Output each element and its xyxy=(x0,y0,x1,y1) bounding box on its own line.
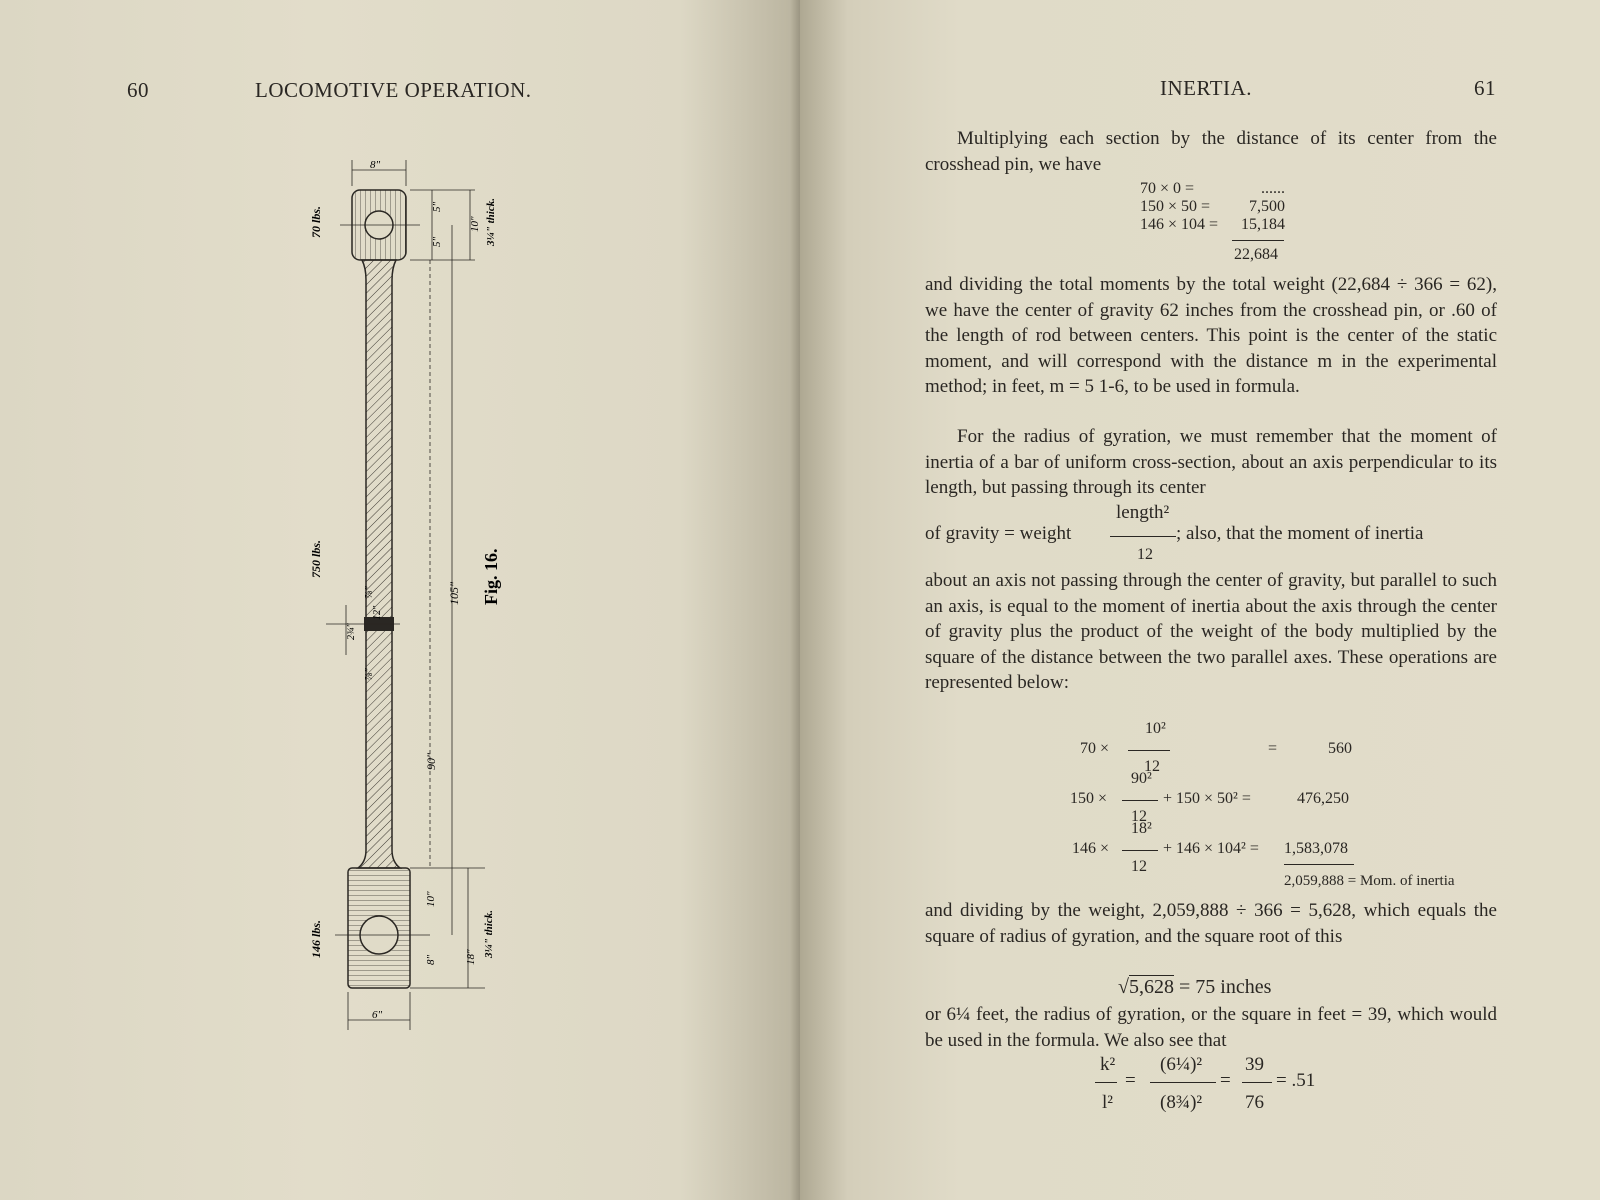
connecting-rod-figure xyxy=(280,150,540,1060)
rod-shank xyxy=(358,260,400,868)
dim-mid-234: 2¾" xyxy=(346,623,357,640)
fraction-rule xyxy=(1122,850,1158,851)
paragraph-4: about an axis not passing through the center of gravity, but parallel to such an axis, is equal to the moment of inertia about the axis through the center of gravity plus the product of the weight of the body multiplied by the square of the distance between the two parallel axes. These operations are represented below: xyxy=(925,570,1497,694)
page-number-left: 60 xyxy=(127,78,149,102)
weight-mid: 750 lbs. xyxy=(309,539,323,578)
dim-bottom-width: 6" xyxy=(372,1009,383,1021)
dim-top-10: 10" xyxy=(469,216,481,232)
fraction-rule xyxy=(1242,1082,1272,1083)
moments-total: 22,684 xyxy=(1234,246,1278,263)
paragraph-1: Multiplying each section by the distance of its center from the crosshead pin, we have xyxy=(925,128,1497,175)
dim-bottom-18: 18" xyxy=(465,949,477,965)
running-head-left: LOCOMOTIVE OPERATION. xyxy=(255,78,532,102)
gravity-line-start: of gravity = weight xyxy=(925,523,1072,544)
figure-label: Fig. 16. xyxy=(481,548,501,605)
moment-row: 146 × 104 = 15,184 xyxy=(1140,216,1285,233)
dim-mid-78b: ⅞" xyxy=(364,668,375,680)
fraction-rule xyxy=(1128,750,1170,751)
inertia-total: 2,059,888 = Mom. of inertia xyxy=(1284,873,1455,889)
sqrt-sign-icon: √ xyxy=(1118,976,1129,998)
dim-bottom-8: 8" xyxy=(425,954,437,965)
paragraph-3: For the radius of gyration, we must remember that the moment of inertia of a bar of uniform cross-section, about an axis perpendicular to its length, but passing through its center xyxy=(925,426,1497,499)
weight-bottom: 146 lbs. xyxy=(309,919,323,958)
dim-top-5b: 5" xyxy=(431,236,443,247)
paragraph-2: and dividing the total moments by the total weight (22,684 ÷ 366 = 62), we have the center of gravity 62 inches from the crosshead pin, or .60 of the length of rod between centers. This point is the center of the static moment, and will correspond with the distance m in the experimental method; in feet, m = 5 1-6, to be used in formula. xyxy=(925,274,1497,398)
equals-sign: = xyxy=(1125,1070,1136,1091)
moments-table xyxy=(1140,180,1285,234)
fraction-rule xyxy=(1095,1082,1117,1083)
book-spread: 60 LOCOMOTIVE OPERATION. 8" 5" 5" 10" 3¼" thick. 105" 90" Fig. 16. 70 lbs. 750 lbs. 146 lbs. ⅞" 12" 2¾" ⅞" 10" 8" 18" 3¼" thick. 6" INERTIA. 61 Multiplying each section by the distance of its center from the crosshead pin, we have 70 × 0 = ...... 150 × 50 = 7,500 146 × 104 = 15,184 22,684 and dividing the total moments by the total weight (22,684 ÷ 366 = 62), we have the center of gravity 62 inches from the crosshead pin, or .60 of the length of rod between centers. This point is the center of the static moment, and will correspond with the distance m in the experimental method; in feet, m = 5 1-6, to be used in formula. For the radius of gyration, we must remember that the moment of inertia of a bar of uniform cross-section, about an axis perpendicular to its length, but passing through its center length² of gravity = weight ; also, that the moment of inertia 12 about an axis not passing through the center of gravity, but parallel to such an axis, is equal to the moment of inertia about the axis through the center of gravity plus the product of the weight of the body multiplied by the square of the distance between the two parallel axes. These operations are represented below: 10² 70 × 12 = 560 90² 150 × 12 + 150 × 50² = 476,250 18² 146 × 12 + 146 × 104² = 1,583,078 2,059,888 = Mom. of inertia and dividing by the weight, 2,059,888 ÷ 366 = 5,628, which equals the square of radius of gyration, and the square root of this √5,628 = 75 inches or 6¼ feet, the radius of gyration, or the square in feet = 39, which would be used in the formula. We also see that k² l² = (6¼)² (8¾)² = 39 76 = .51 xyxy=(0,0,1600,1200)
gravity-numerator: length² xyxy=(1116,502,1170,523)
paragraph-5: and dividing by the weight, 2,059,888 ÷ 366 = 5,628, which equals the square of radius of gyration, and the square root of this xyxy=(925,900,1497,947)
dim-top-width: 8" xyxy=(370,159,381,171)
page-number-right: 61 xyxy=(1474,76,1496,100)
fraction-rule xyxy=(1150,1082,1216,1083)
dim-mid-12: 12" xyxy=(372,605,383,620)
moment-row: 150 × 50 = 7,500 xyxy=(1140,198,1285,215)
dim-top-thick: 3¼" thick. xyxy=(485,198,497,246)
dim-total-105: 105" xyxy=(447,581,461,605)
weight-top: 70 lbs. xyxy=(309,205,323,238)
equals-sign: = xyxy=(1220,1070,1231,1091)
gravity-denominator: 12 xyxy=(1137,546,1153,563)
gravity-fraction-rule xyxy=(1110,536,1176,537)
dim-mid-78: ⅞" xyxy=(364,586,375,598)
fraction-rule xyxy=(1122,800,1158,801)
dim-bottom-thick: 3¼" thick. xyxy=(483,910,495,958)
top-block xyxy=(340,190,420,260)
dim-top-5a: 5" xyxy=(431,201,443,212)
moment-row: 70 × 0 = ...... xyxy=(1140,180,1285,197)
inertia-total-rule xyxy=(1284,864,1354,865)
bottom-block xyxy=(335,868,430,988)
sqrt-expression: √5,628 = 75 inches xyxy=(1118,976,1272,998)
dim-lower-90: 90" xyxy=(424,752,438,770)
gravity-line-end: ; also, that the moment of inertia xyxy=(1176,523,1424,544)
dim-bottom-10: 10" xyxy=(425,891,437,907)
paragraph-6: or 6¼ feet, the radius of gyration, or the square in feet = 39, which would be used in the formula. We also see that xyxy=(925,1004,1497,1051)
running-head-right: INERTIA. xyxy=(1160,76,1252,100)
moments-rule xyxy=(1232,240,1284,241)
